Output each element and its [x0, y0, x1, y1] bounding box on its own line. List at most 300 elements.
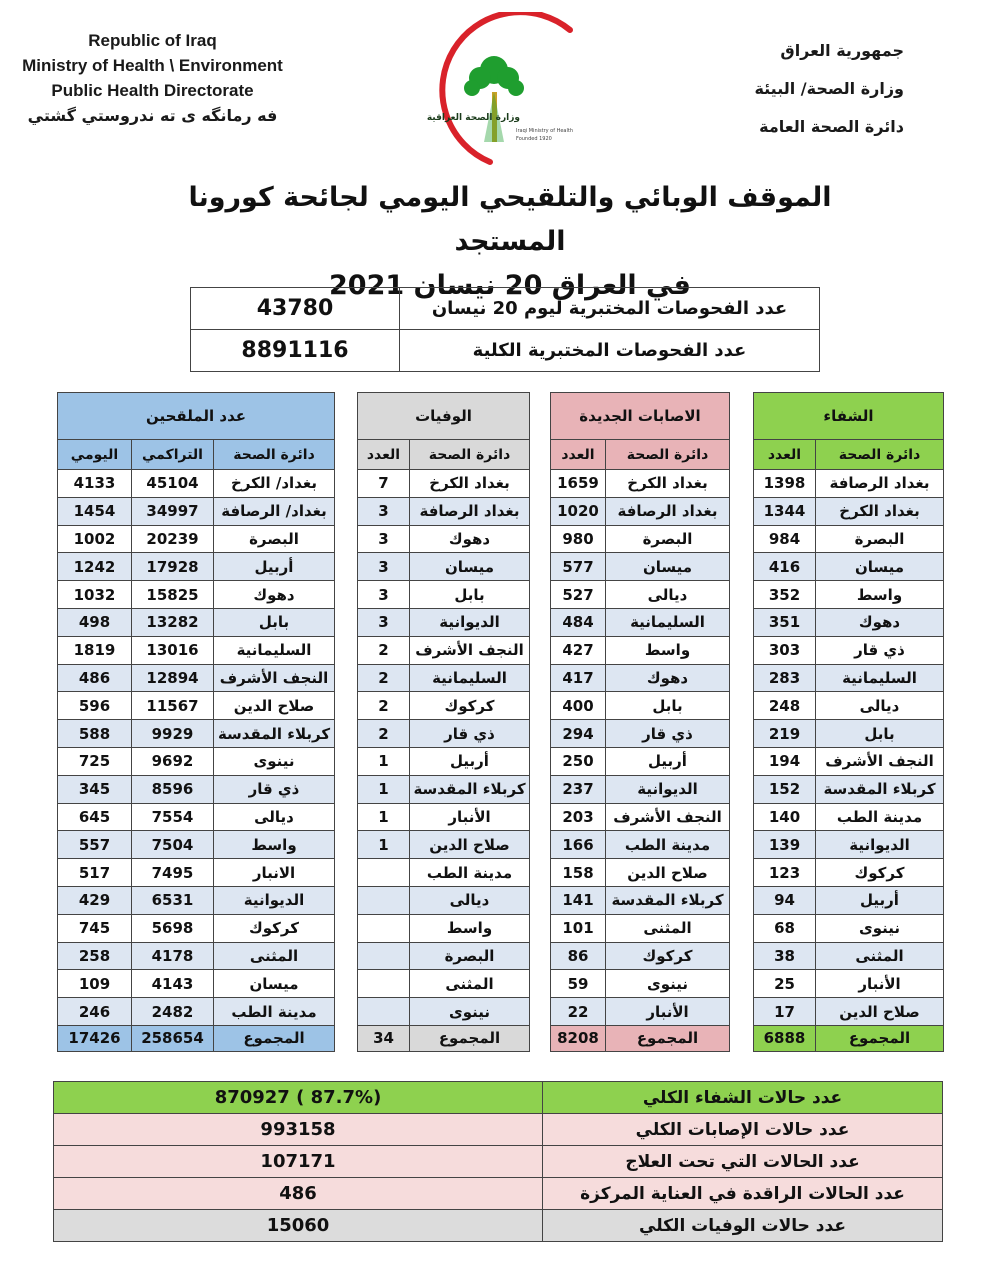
count-cell: 2 [358, 720, 410, 748]
cumulative-cell: 4143 [132, 970, 214, 998]
table-row [58, 720, 335, 748]
total-daily: 17426 [58, 1025, 132, 1051]
summary-label: عدد الحالات التي تحت العلاج [543, 1146, 943, 1178]
table-row [58, 692, 335, 720]
daily-cell: 596 [58, 692, 132, 720]
table-row [551, 775, 730, 803]
total-value: 8208 [551, 1025, 606, 1051]
arabic-header-line: جمهورية العراق [780, 41, 904, 60]
dept-cell: بغداد الرصافة [816, 470, 944, 498]
total-row [58, 1025, 335, 1051]
cumulative-cell: 13016 [132, 636, 214, 664]
count-cell: 166 [551, 831, 606, 859]
count-cell: 3 [358, 497, 410, 525]
daily-cell: 1032 [58, 581, 132, 609]
daily-cell: 645 [58, 803, 132, 831]
arabic-header-line: دائرة الصحة العامة [759, 117, 904, 136]
table-row [551, 497, 730, 525]
daily-cell: 517 [58, 859, 132, 887]
summary-label: عدد الحالات الراقدة في العناية المركزة [543, 1178, 943, 1210]
arabic-header-line: وزارة الصحة/ البيئة [754, 79, 904, 98]
dept-cell: بغداد الكرخ [816, 497, 944, 525]
dept-cell: ذي قار [606, 720, 730, 748]
table-row [358, 859, 530, 887]
count-cell: 1020 [551, 497, 606, 525]
dept-cell: الديوانية [214, 886, 335, 914]
table-row [58, 470, 335, 498]
vaccinated-table [57, 392, 335, 1052]
col-header-dept: دائرة الصحة [606, 440, 730, 470]
count-cell: 94 [754, 886, 816, 914]
summary-value: 107171 [54, 1146, 543, 1178]
dept-cell: المثنى [214, 942, 335, 970]
count-cell: 140 [754, 803, 816, 831]
dept-cell: البصرة [606, 525, 730, 553]
table-row [58, 497, 335, 525]
total-row [754, 1025, 944, 1051]
table-row [358, 497, 530, 525]
count-cell: 3 [358, 553, 410, 581]
daily-cell: 345 [58, 775, 132, 803]
daily-cell: 109 [58, 970, 132, 998]
total-label: المجموع [214, 1025, 335, 1051]
dept-cell: ديالى [214, 803, 335, 831]
count-cell: 484 [551, 608, 606, 636]
daily-cell: 557 [58, 831, 132, 859]
table-row [58, 886, 335, 914]
table-row [754, 581, 944, 609]
dept-cell: ميسان [410, 553, 530, 581]
count-cell: 980 [551, 525, 606, 553]
daily-cell: 486 [58, 664, 132, 692]
count-cell: 141 [551, 886, 606, 914]
count-cell: 303 [754, 636, 816, 664]
dept-cell: مدينة الطب [214, 998, 335, 1026]
daily-cell: 1819 [58, 636, 132, 664]
dept-cell: ميسان [816, 553, 944, 581]
table-row [754, 803, 944, 831]
table-row [358, 998, 530, 1026]
count-cell [358, 859, 410, 887]
summary-value: 486 [54, 1178, 543, 1210]
dept-cell: الأنبار [816, 970, 944, 998]
total-tests-value: 8891116 [191, 330, 400, 372]
table-row [754, 775, 944, 803]
table-row [58, 747, 335, 775]
count-cell [358, 914, 410, 942]
count-cell: 1398 [754, 470, 816, 498]
col-header-count: العدد [754, 440, 816, 470]
dept-cell: الديوانية [606, 775, 730, 803]
title-line-2: في العراق 20 نيسان 2021 [329, 270, 691, 301]
dept-cell: السليمانية [816, 664, 944, 692]
dept-cell: ميسان [606, 553, 730, 581]
table-row [754, 608, 944, 636]
table-row [551, 942, 730, 970]
summary-row [54, 1114, 943, 1146]
table-row [754, 692, 944, 720]
table-row [551, 914, 730, 942]
table-row [551, 970, 730, 998]
new-cases-title: الاصابات الجديدة [551, 393, 730, 440]
deaths-table [357, 392, 530, 1052]
daily-cell: 498 [58, 608, 132, 636]
dept-cell: السليمانية [606, 608, 730, 636]
lab-tests-table [190, 287, 820, 372]
dept-cell: كركوك [410, 692, 530, 720]
daily-cell: 1454 [58, 497, 132, 525]
table-row [358, 775, 530, 803]
table-row [58, 998, 335, 1026]
table-row [754, 914, 944, 942]
table-row [551, 747, 730, 775]
dept-cell: المثنى [606, 914, 730, 942]
count-cell: 400 [551, 692, 606, 720]
col-header-cumulative: التراكمي [132, 440, 214, 470]
table-row [358, 886, 530, 914]
summary-row [54, 1178, 943, 1210]
cumulative-cell: 7495 [132, 859, 214, 887]
count-cell: 1 [358, 775, 410, 803]
dept-cell: دهوك [410, 525, 530, 553]
table-row [551, 859, 730, 887]
dept-cell: النجف الأشرف [606, 803, 730, 831]
cumulative-cell: 6531 [132, 886, 214, 914]
summary-row [54, 1146, 943, 1178]
recoveries-title: الشفاء [754, 393, 944, 440]
table-row [191, 330, 820, 372]
total-row [551, 1025, 730, 1051]
count-cell: 351 [754, 608, 816, 636]
dept-cell: واسط [214, 831, 335, 859]
table-row [551, 831, 730, 859]
dept-cell: كركوك [214, 914, 335, 942]
table-row [58, 831, 335, 859]
table-row [754, 470, 944, 498]
dept-cell: النجف الأشرف [816, 747, 944, 775]
dept-cell: الأنبار [410, 803, 530, 831]
dept-cell: البصرة [816, 525, 944, 553]
count-cell: 123 [754, 859, 816, 887]
dept-cell: أربيل [606, 747, 730, 775]
count-cell: 139 [754, 831, 816, 859]
table-row [754, 970, 944, 998]
table-row [551, 998, 730, 1026]
dept-cell: بغداد الكرخ [606, 470, 730, 498]
dept-cell: النجف الأشرف [410, 636, 530, 664]
logo-arabic-text: وزارة الصحة العراقية [426, 113, 520, 123]
count-cell: 1344 [754, 497, 816, 525]
arabic-header [664, 32, 904, 146]
dept-cell: مدينة الطب [606, 831, 730, 859]
table-row [551, 720, 730, 748]
ministry-logo [420, 12, 610, 172]
count-cell: 1 [358, 803, 410, 831]
table-row [58, 525, 335, 553]
table-row [58, 553, 335, 581]
count-cell: 3 [358, 608, 410, 636]
cumulative-cell: 45104 [132, 470, 214, 498]
table-row [358, 747, 530, 775]
summary-label: عدد حالات الوفيات الكلي [543, 1210, 943, 1242]
dept-cell: صلاح الدين [816, 998, 944, 1026]
table-row [58, 636, 335, 664]
dept-cell: صلاح الدين [214, 692, 335, 720]
total-cumulative: 258654 [132, 1025, 214, 1051]
cumulative-cell: 12894 [132, 664, 214, 692]
count-cell: 417 [551, 664, 606, 692]
count-cell: 237 [551, 775, 606, 803]
daily-cell: 1002 [58, 525, 132, 553]
dept-cell: واسط [816, 581, 944, 609]
table-row [551, 470, 730, 498]
english-header [0, 28, 305, 128]
cumulative-cell: 7504 [132, 831, 214, 859]
dept-cell: كربلاء المقدسة [606, 886, 730, 914]
count-cell: 3 [358, 525, 410, 553]
table-row [358, 803, 530, 831]
dept-cell: السليمانية [410, 664, 530, 692]
cumulative-cell: 8596 [132, 775, 214, 803]
count-cell: 203 [551, 803, 606, 831]
summary-value: 15060 [54, 1210, 543, 1242]
table-row [754, 553, 944, 581]
dept-cell: بغداد/ الكرخ [214, 470, 335, 498]
col-header-dept: دائرة الصحة [214, 440, 335, 470]
table-row [551, 692, 730, 720]
table-row [551, 886, 730, 914]
table-row [551, 803, 730, 831]
total-value: 34 [358, 1025, 410, 1051]
table-row [58, 942, 335, 970]
table-row [58, 608, 335, 636]
table-row [754, 831, 944, 859]
dept-cell: كركوك [606, 942, 730, 970]
col-header-count: العدد [358, 440, 410, 470]
summary-label: عدد حالات الشفاء الكلي [543, 1082, 943, 1114]
table-row [754, 636, 944, 664]
count-cell: 283 [754, 664, 816, 692]
table-row [551, 636, 730, 664]
english-header-line: Public Health Directorate [51, 81, 254, 100]
table-row [754, 942, 944, 970]
dept-cell: نينوى [214, 747, 335, 775]
count-cell: 352 [754, 581, 816, 609]
logo-english-text: Iraqi Ministry of Health [516, 128, 574, 134]
recoveries-table [753, 392, 944, 1052]
dept-cell: الديوانية [410, 608, 530, 636]
count-cell: 1 [358, 831, 410, 859]
new-cases-table [550, 392, 730, 1052]
count-cell: 38 [754, 942, 816, 970]
kurdish-header-line: فه رمانگه ى ته ندروستي گشتي [27, 106, 278, 125]
count-cell: 984 [754, 525, 816, 553]
cumulative-cell: 7554 [132, 803, 214, 831]
table-row [358, 470, 530, 498]
cumulative-cell: 4178 [132, 942, 214, 970]
dept-cell: ميسان [214, 970, 335, 998]
table-row [358, 636, 530, 664]
col-header-daily: اليومي [58, 440, 132, 470]
dept-cell: الديوانية [816, 831, 944, 859]
table-row [551, 664, 730, 692]
table-row [551, 553, 730, 581]
count-cell: 427 [551, 636, 606, 664]
table-row [58, 581, 335, 609]
count-cell: 1659 [551, 470, 606, 498]
table-row [358, 942, 530, 970]
count-cell: 101 [551, 914, 606, 942]
dept-cell: كركوك [816, 859, 944, 887]
count-cell: 250 [551, 747, 606, 775]
cumulative-cell: 13282 [132, 608, 214, 636]
count-cell: 2 [358, 692, 410, 720]
title-line-1: الموقف الوبائي والتلقيحي اليومي لجائحة كورونا المستجد [188, 182, 832, 257]
total-label: المجموع [816, 1025, 944, 1051]
dept-cell: مدينة الطب [410, 859, 530, 887]
dept-cell: كربلاء المقدسة [410, 775, 530, 803]
count-cell: 416 [754, 553, 816, 581]
total-tests-label: عدد الفحوصات المختبرية الكلية [400, 330, 820, 372]
count-cell: 2 [358, 636, 410, 664]
table-row [754, 525, 944, 553]
total-value: 6888 [754, 1025, 816, 1051]
cumulative-cell: 9929 [132, 720, 214, 748]
dept-cell: ديالى [816, 692, 944, 720]
col-header-dept: دائرة الصحة [816, 440, 944, 470]
table-row [58, 664, 335, 692]
count-cell: 7 [358, 470, 410, 498]
daily-cell: 745 [58, 914, 132, 942]
english-header-line: Republic of Iraq [88, 31, 217, 50]
dept-cell: ديالى [410, 886, 530, 914]
cumulative-cell: 15825 [132, 581, 214, 609]
table-row [191, 288, 820, 330]
cumulative-cell: 5698 [132, 914, 214, 942]
dept-cell: أربيل [214, 553, 335, 581]
logo-founded-text: Founded 1920 [516, 136, 552, 142]
count-cell: 248 [754, 692, 816, 720]
count-cell: 2 [358, 664, 410, 692]
daily-cell: 246 [58, 998, 132, 1026]
table-row [358, 608, 530, 636]
vaccinated-title: عدد الملقحين [58, 393, 335, 440]
table-row [754, 998, 944, 1026]
cumulative-cell: 9692 [132, 747, 214, 775]
dept-cell: بابل [410, 581, 530, 609]
table-row [58, 775, 335, 803]
dept-cell: البصرة [410, 942, 530, 970]
cumulative-cell: 2482 [132, 998, 214, 1026]
table-row [58, 970, 335, 998]
total-label: المجموع [606, 1025, 730, 1051]
daily-cell: 429 [58, 886, 132, 914]
summary-table [53, 1081, 943, 1242]
table-row [754, 664, 944, 692]
summary-row [54, 1210, 943, 1242]
table-row [754, 497, 944, 525]
count-cell: 1 [358, 747, 410, 775]
table-row [754, 859, 944, 887]
dept-cell: بغداد/ الرصافة [214, 497, 335, 525]
dept-cell: أربيل [410, 747, 530, 775]
table-row [358, 720, 530, 748]
table-row [358, 970, 530, 998]
dept-cell: بابل [816, 720, 944, 748]
dept-cell: كربلاء المقدسة [214, 720, 335, 748]
dept-cell: كربلاء المقدسة [816, 775, 944, 803]
table-row [358, 525, 530, 553]
daily-tests-label: عدد الفحوصات المختبرية ليوم 20 نيسان [400, 288, 820, 330]
count-cell: 25 [754, 970, 816, 998]
table-row [551, 581, 730, 609]
dept-cell: بغداد الكرخ [410, 470, 530, 498]
dept-cell: ذي قار [816, 636, 944, 664]
deaths-title: الوفيات [358, 393, 530, 440]
english-header-line: Ministry of Health \ Environment [22, 56, 283, 75]
dept-cell: ذي قار [214, 775, 335, 803]
palm-tree-icon [464, 56, 524, 142]
dept-cell: البصرة [214, 525, 335, 553]
dept-cell: نينوى [410, 998, 530, 1026]
dept-cell: صلاح الدين [606, 859, 730, 887]
dept-cell: مدينة الطب [816, 803, 944, 831]
dept-cell: ديالى [606, 581, 730, 609]
table-row [58, 914, 335, 942]
count-cell: 194 [754, 747, 816, 775]
table-row [358, 692, 530, 720]
daily-cell: 258 [58, 942, 132, 970]
count-cell: 152 [754, 775, 816, 803]
dept-cell: واسط [606, 636, 730, 664]
table-row [754, 720, 944, 748]
count-cell: 158 [551, 859, 606, 887]
table-row [358, 553, 530, 581]
count-cell: 17 [754, 998, 816, 1026]
cumulative-cell: 17928 [132, 553, 214, 581]
count-cell [358, 998, 410, 1026]
dept-cell: دهوك [606, 664, 730, 692]
count-cell: 68 [754, 914, 816, 942]
table-row [551, 608, 730, 636]
count-cell: 219 [754, 720, 816, 748]
dept-cell: بابل [606, 692, 730, 720]
count-cell [358, 886, 410, 914]
dept-cell: أربيل [816, 886, 944, 914]
daily-tests-value: 43780 [191, 288, 400, 330]
cumulative-cell: 34997 [132, 497, 214, 525]
col-header-count: العدد [551, 440, 606, 470]
table-row [754, 886, 944, 914]
dept-cell: صلاح الدين [410, 831, 530, 859]
summary-value: 993158 [54, 1114, 543, 1146]
dept-cell: ذي قار [410, 720, 530, 748]
daily-cell: 1242 [58, 553, 132, 581]
dept-cell: المثنى [410, 970, 530, 998]
table-row [754, 747, 944, 775]
dept-cell: الأنبار [606, 998, 730, 1026]
cumulative-cell: 20239 [132, 525, 214, 553]
count-cell: 3 [358, 581, 410, 609]
dept-cell: دهوك [816, 608, 944, 636]
summary-label: عدد حالات الإصابات الكلي [543, 1114, 943, 1146]
dept-cell: نينوى [816, 914, 944, 942]
dept-cell: دهوك [214, 581, 335, 609]
table-row [358, 914, 530, 942]
dept-cell: النجف الأشرف [214, 664, 335, 692]
summary-row [54, 1082, 943, 1114]
col-header-dept: دائرة الصحة [410, 440, 530, 470]
